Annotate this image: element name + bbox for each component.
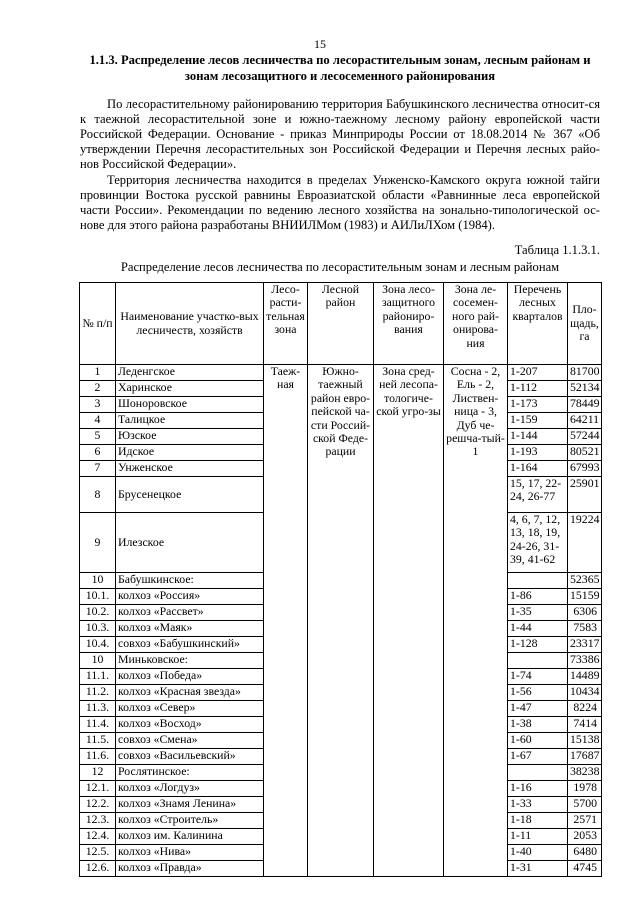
cell-name: колхоз им. Калинина bbox=[116, 829, 264, 845]
cell-num: 10.2. bbox=[80, 605, 116, 621]
cell-area: 8224 bbox=[568, 701, 602, 717]
cell-name: совхоз «Смена» bbox=[116, 733, 264, 749]
paragraph-zoning: По лесорастительному районированию территория Бабушкинского лесничества относит-ся к таежной лесорастительной зоне и южно-таежному лесному району европейской части Российской Федерации. Основание - приказ Минприроды России от 18.08.2014 № 367 «Об утверждении Перечня лесорастительных зон Российской Федерации и Перечня лесных райо-нов Российской Федерации». bbox=[80, 97, 600, 171]
cell-num: 12 bbox=[80, 765, 116, 781]
paragraph-territory: Территория лесничества находится в пределах Унженско-Камского округа южной тайги провинции Востока русской равнины Евроазиатской области «Равнинные леса европейской части России». Рекомендации по ведению лесного хозяйства на зонально-типологической ос-нове для этого района разработаны ВНИИЛМом (1983) и АИЛиЛХом (1984). bbox=[80, 173, 600, 232]
cell-num: 10.3. bbox=[80, 621, 116, 637]
cell-name: Илезское bbox=[116, 513, 264, 573]
cell-area: 25901 bbox=[568, 477, 602, 513]
cell-quarters bbox=[508, 653, 568, 669]
cell-area: 52134 bbox=[568, 381, 602, 397]
header-region: Лесной район bbox=[308, 283, 374, 365]
header-protect: Зона лесо-защитного райониро-вания bbox=[374, 283, 444, 365]
cell-merged-zone: Таеж-ная bbox=[264, 365, 308, 877]
section-heading bbox=[80, 52, 600, 84]
section-heading-line-2: зонам лесозащитного и лесосеменного районирования bbox=[184, 69, 496, 83]
cell-num: 12.1. bbox=[80, 781, 116, 797]
cell-num: 10.1. bbox=[80, 589, 116, 605]
cell-area: 15159 bbox=[568, 589, 602, 605]
cell-area: 6480 bbox=[568, 845, 602, 861]
cell-merged-seed: Сосна - 2, Ель - 2, Листвен-ница - 3, Дуб че-решча-тый- 1 bbox=[444, 365, 508, 877]
cell-num: 11.5. bbox=[80, 733, 116, 749]
cell-area: 73386 bbox=[568, 653, 602, 669]
cell-quarters: 1-47 bbox=[508, 701, 568, 717]
cell-name: Рослятинское: bbox=[116, 765, 264, 781]
cell-name: колхоз «Россия» bbox=[116, 589, 264, 605]
cell-name: колхоз «Правда» bbox=[116, 861, 264, 877]
cell-name: Талицкое bbox=[116, 413, 264, 429]
cell-num: 10.4. bbox=[80, 637, 116, 653]
table-title: Распределение лесов лесничества по лесорастительным зонам и лесным районам bbox=[120, 260, 560, 274]
cell-name: Миньковское: bbox=[116, 653, 264, 669]
page-number: 15 bbox=[314, 37, 326, 51]
forest-distribution-table bbox=[79, 282, 602, 877]
cell-num: 7 bbox=[80, 461, 116, 477]
cell-num: 12.4. bbox=[80, 829, 116, 845]
cell-name: Харинское bbox=[116, 381, 264, 397]
cell-name: колхоз «Красная звезда» bbox=[116, 685, 264, 701]
cell-quarters: 1-38 bbox=[508, 717, 568, 733]
cell-num: 12.5. bbox=[80, 845, 116, 861]
cell-area: 23317 bbox=[568, 637, 602, 653]
cell-area: 10434 bbox=[568, 685, 602, 701]
cell-num: 11.6. bbox=[80, 749, 116, 765]
cell-num: 3 bbox=[80, 397, 116, 413]
cell-area: 19224 bbox=[568, 513, 602, 573]
cell-quarters bbox=[508, 765, 568, 781]
cell-name: колхоз «Нива» bbox=[116, 845, 264, 861]
cell-num: 4 bbox=[80, 413, 116, 429]
cell-num: 11.3. bbox=[80, 701, 116, 717]
cell-merged-region: Южно-таежный район евро-пейской ча-сти Россий-ской Феде-рации bbox=[308, 365, 374, 877]
cell-num: 10 bbox=[80, 573, 116, 589]
cell-quarters: 1-164 bbox=[508, 461, 568, 477]
cell-quarters: 1-18 bbox=[508, 813, 568, 829]
cell-name: колхоз «Рассвет» bbox=[116, 605, 264, 621]
cell-num: 8 bbox=[80, 477, 116, 513]
cell-area: 38238 bbox=[568, 765, 602, 781]
cell-quarters: 1-207 bbox=[508, 365, 568, 381]
cell-area: 14489 bbox=[568, 669, 602, 685]
cell-area: 4745 bbox=[568, 861, 602, 877]
cell-quarters: 1-31 bbox=[508, 861, 568, 877]
cell-area: 7414 bbox=[568, 717, 602, 733]
cell-num: 11.2. bbox=[80, 685, 116, 701]
cell-num: 12.2. bbox=[80, 797, 116, 813]
cell-area: 57244 bbox=[568, 429, 602, 445]
table-number: Таблица 1.1.3.1. bbox=[514, 243, 600, 257]
cell-quarters: 1-16 bbox=[508, 781, 568, 797]
cell-area: 67993 bbox=[568, 461, 602, 477]
cell-quarters: 1-193 bbox=[508, 445, 568, 461]
cell-num: 1 bbox=[80, 365, 116, 381]
cell-num: 6 bbox=[80, 445, 116, 461]
cell-name: Шоноровское bbox=[116, 397, 264, 413]
cell-name: колхоз «Восход» bbox=[116, 717, 264, 733]
cell-area: 7583 bbox=[568, 621, 602, 637]
cell-area: 5700 bbox=[568, 797, 602, 813]
cell-name: совхоз «Васильевский» bbox=[116, 749, 264, 765]
cell-area: 80521 bbox=[568, 445, 602, 461]
cell-name: Леденгское bbox=[116, 365, 264, 381]
header-seed: Зона ле-сосемен-ного рай-онирова-ния bbox=[444, 283, 508, 365]
cell-quarters: 1-159 bbox=[508, 413, 568, 429]
cell-quarters: 1-40 bbox=[508, 845, 568, 861]
cell-num: 11.4. bbox=[80, 717, 116, 733]
cell-num: 10 bbox=[80, 653, 116, 669]
header-zone: Лесо-расти-тельная зона bbox=[264, 283, 308, 365]
cell-name: Бабушкинское: bbox=[116, 573, 264, 589]
cell-quarters: 1-33 bbox=[508, 797, 568, 813]
cell-area: 2571 bbox=[568, 813, 602, 829]
cell-area: 1978 bbox=[568, 781, 602, 797]
cell-quarters: 1-144 bbox=[508, 429, 568, 445]
cell-name: совхоз «Бабушкинский» bbox=[116, 637, 264, 653]
cell-quarters: 15, 17, 22-24, 26-77 bbox=[508, 477, 568, 513]
cell-name: колхоз «Север» bbox=[116, 701, 264, 717]
cell-quarters: 1-128 bbox=[508, 637, 568, 653]
cell-quarters: 1-112 bbox=[508, 381, 568, 397]
cell-quarters: 1-67 bbox=[508, 749, 568, 765]
cell-num: 12.3. bbox=[80, 813, 116, 829]
cell-quarters: 1-11 bbox=[508, 829, 568, 845]
cell-area: 81700 bbox=[568, 365, 602, 381]
cell-name: Брусенецкое bbox=[116, 477, 264, 513]
cell-quarters: 4, 6, 7, 12, 13, 18, 19, 24-26, 31-39, 41-62 bbox=[508, 513, 568, 573]
cell-quarters bbox=[508, 573, 568, 589]
cell-quarters: 1-56 bbox=[508, 685, 568, 701]
cell-name: колхоз «Строитель» bbox=[116, 813, 264, 829]
cell-quarters: 1-44 bbox=[508, 621, 568, 637]
cell-name: Юзское bbox=[116, 429, 264, 445]
cell-num: 2 bbox=[80, 381, 116, 397]
cell-area: 15138 bbox=[568, 733, 602, 749]
cell-quarters: 1-86 bbox=[508, 589, 568, 605]
cell-quarters: 1-74 bbox=[508, 669, 568, 685]
cell-merged-protect: Зона сред-ней лесопа-тологиче-ской угро-зы bbox=[374, 365, 444, 877]
cell-num: 5 bbox=[80, 429, 116, 445]
cell-area: 6306 bbox=[568, 605, 602, 621]
cell-area: 78449 bbox=[568, 397, 602, 413]
cell-num: 9 bbox=[80, 513, 116, 573]
cell-name: колхоз «Логдуз» bbox=[116, 781, 264, 797]
header-num: № п/п bbox=[80, 283, 116, 365]
cell-quarters: 1-60 bbox=[508, 733, 568, 749]
cell-name: Унженское bbox=[116, 461, 264, 477]
cell-name: колхоз «Знамя Ленина» bbox=[116, 797, 264, 813]
cell-num: 12.6. bbox=[80, 861, 116, 877]
cell-name: колхоз «Победа» bbox=[116, 669, 264, 685]
cell-quarters: 1-173 bbox=[508, 397, 568, 413]
cell-area: 2053 bbox=[568, 829, 602, 845]
cell-name: Идское bbox=[116, 445, 264, 461]
header-area: Пло-щадь, га bbox=[568, 283, 602, 365]
cell-area: 52365 bbox=[568, 573, 602, 589]
section-heading-line-1: 1.1.3. Распределение лесов лесничества по лесорастительным зонам, лесным районам и bbox=[89, 53, 591, 67]
cell-quarters: 1-35 bbox=[508, 605, 568, 621]
table-row bbox=[80, 365, 602, 381]
cell-area: 64211 bbox=[568, 413, 602, 429]
header-quarters: Перечень лесных кварталов bbox=[508, 283, 568, 365]
cell-num: 11.1. bbox=[80, 669, 116, 685]
header-name: Наименование участко-вых лесничеств, хозяйств bbox=[116, 283, 264, 365]
cell-area: 17687 bbox=[568, 749, 602, 765]
cell-name: колхоз «Маяк» bbox=[116, 621, 264, 637]
